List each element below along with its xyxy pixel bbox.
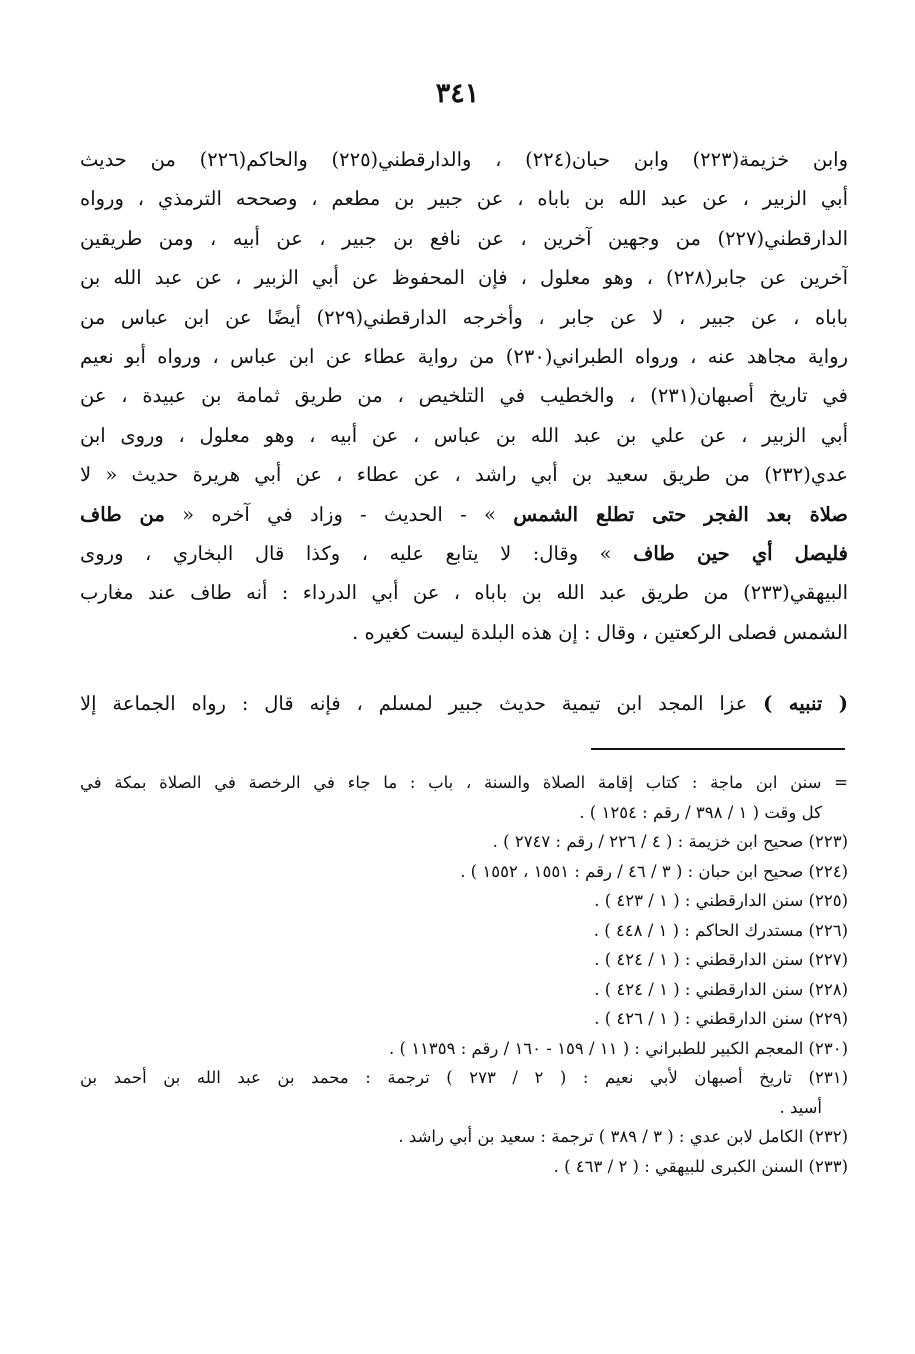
footnote-line: كل وقت ( ١ / ٣٩٨ / رقم : ١٢٥٤ ) . bbox=[579, 802, 822, 822]
main-line: آخرين عن جابر(٢٢٨) ، وهو معلول ، فإن المحفوظ عن أبي الزبير ، عن عبد الله بن bbox=[80, 266, 848, 290]
hadith-text-bold: صلاة بعد الفجر حتى تطلع الشمس bbox=[513, 502, 848, 526]
main-line-plain: » وقال: لا يتابع عليه ، وكذا قال البخاري ، وروى bbox=[80, 541, 634, 565]
main-line: في تاريخ أصبهان(٢٣١) ، والخطيب في التلخيص ، من طريق ثمامة بن عبيدة ، عن bbox=[80, 384, 848, 408]
main-line: رواية مجاهد عنه ، ورواه الطبراني(٢٣٠) من رواية عطاء عن ابن عباس ، ورواه أبو نعيم bbox=[80, 344, 848, 368]
main-line: أبي الزبير ، عن علي بن عبد الله بن عباس ، عن أبيه ، وهو معلول ، وروى ابن bbox=[80, 423, 848, 447]
main-line: باباه ، عن جبير ، لا عن جابر ، وأخرجه الدارقطني(٢٢٩) أيضًا عن ابن عباس من bbox=[80, 305, 848, 329]
footnote-line: أسيد . bbox=[779, 1097, 822, 1117]
note-paragraph bbox=[80, 684, 848, 723]
footnote-line: = سنن ابن ماجة : كتاب إقامة الصلاة والسنة ، باب : ما جاء في الرخصة في الصلاة بمكة في bbox=[80, 773, 848, 792]
footnote-line: (٢٢٤) صحيح ابن حبان : ( ٣ / ٤٦ / رقم : ١٥٥١ ، ١٥٥٢ ) . bbox=[460, 861, 848, 881]
main-line: الشمس فصلى الركعتين ، وقال : إن هذه البلدة ليست كغيره . bbox=[352, 620, 848, 644]
footnote-line: (٢٢٦) مستدرك الحاكم : ( ١ / ٤٤٨ ) . bbox=[593, 920, 848, 940]
footnote-line: (٢٢٧) سنن الدارقطني : ( ١ / ٤٢٤ ) . bbox=[594, 950, 848, 969]
page-number: ٣٤١ bbox=[435, 78, 480, 109]
main-line: وابن خزيمة(٢٢٣) وابن حبان(٢٢٤) ، والدارقطني(٢٢٥) والحاكم(٢٢٦) من حديث bbox=[80, 148, 848, 171]
footnote-line: (٢٢٩) سنن الدارقطني : ( ١ / ٤٢٦ ) . bbox=[594, 1009, 848, 1028]
footnote-line: (٢٢٣) صحيح ابن خزيمة : ( ٤ / ٢٢٦ / رقم : ٢٧٤٧ ) . bbox=[492, 832, 848, 851]
footnote-line: (٢٣٢) الكامل لابن عدي : ( ٣ / ٣٨٩ ) ترجمة : سعيد بن أبي راشد . bbox=[398, 1127, 848, 1146]
footnote-line: (٢٣٠) المعجم الكبير للطبراني : ( ١١ / ١٥٩ - ١٦٠ / رقم : ١١٣٥٩ ) . bbox=[389, 1038, 848, 1058]
main-line: البيهقي(٢٣٣) من طريق عبد الله بن باباه ، عن أبي الدرداء : أنه طاف عند مغارب bbox=[80, 581, 848, 605]
footnotes bbox=[80, 768, 848, 1181]
footnote-divider bbox=[591, 748, 845, 750]
main-text bbox=[80, 140, 848, 652]
hadith-addition-bold: فليصل أي حين طاف bbox=[633, 541, 848, 565]
footnote-line: (٢٣٣) السنن الكبرى للبيهقي : ( ٢ / ٤٦٣ ) . bbox=[553, 1156, 848, 1176]
footnote-line: (٢٣١) تاريخ أصبهان لأبي نعيم : ( ٢ / ٢٧٣ ) ترجمة : محمد بن عبد الله بن أحمد بن bbox=[80, 1068, 848, 1087]
main-line-hadith bbox=[80, 534, 848, 573]
note-text: عزا المجد ابن تيمية حديث جبير لمسلم ، فإنه قال : رواه الجماعة إلا bbox=[80, 692, 764, 715]
note-label: ( تنبيه ) bbox=[763, 692, 848, 715]
main-line: عدي(٢٣٢) من طريق سعيد بن أبي راشد ، عن عطاء ، عن أبي هريرة حديث « لا bbox=[80, 463, 848, 487]
main-line: الدارقطني(٢٢٧) من وجهين آخرين ، عن نافع بن جبير ، عن أبيه ، ومن طريقين bbox=[80, 226, 848, 250]
footnote-line: (٢٢٨) سنن الدارقطني : ( ١ / ٤٢٤ ) . bbox=[594, 979, 848, 999]
footnote-line: (٢٢٥) سنن الدارقطني : ( ١ / ٤٢٣ ) . bbox=[594, 891, 848, 910]
hadith-text-plain: » - الحديث - وزاد في آخره « bbox=[164, 502, 514, 526]
main-line-hadith bbox=[80, 495, 848, 534]
hadith-addition-bold: من طاف bbox=[80, 502, 165, 526]
main-line: أبي الزبير ، عن عبد الله بن باباه ، عن جبير بن مطعم ، وصححه الترمذي ، ورواه bbox=[80, 187, 848, 211]
